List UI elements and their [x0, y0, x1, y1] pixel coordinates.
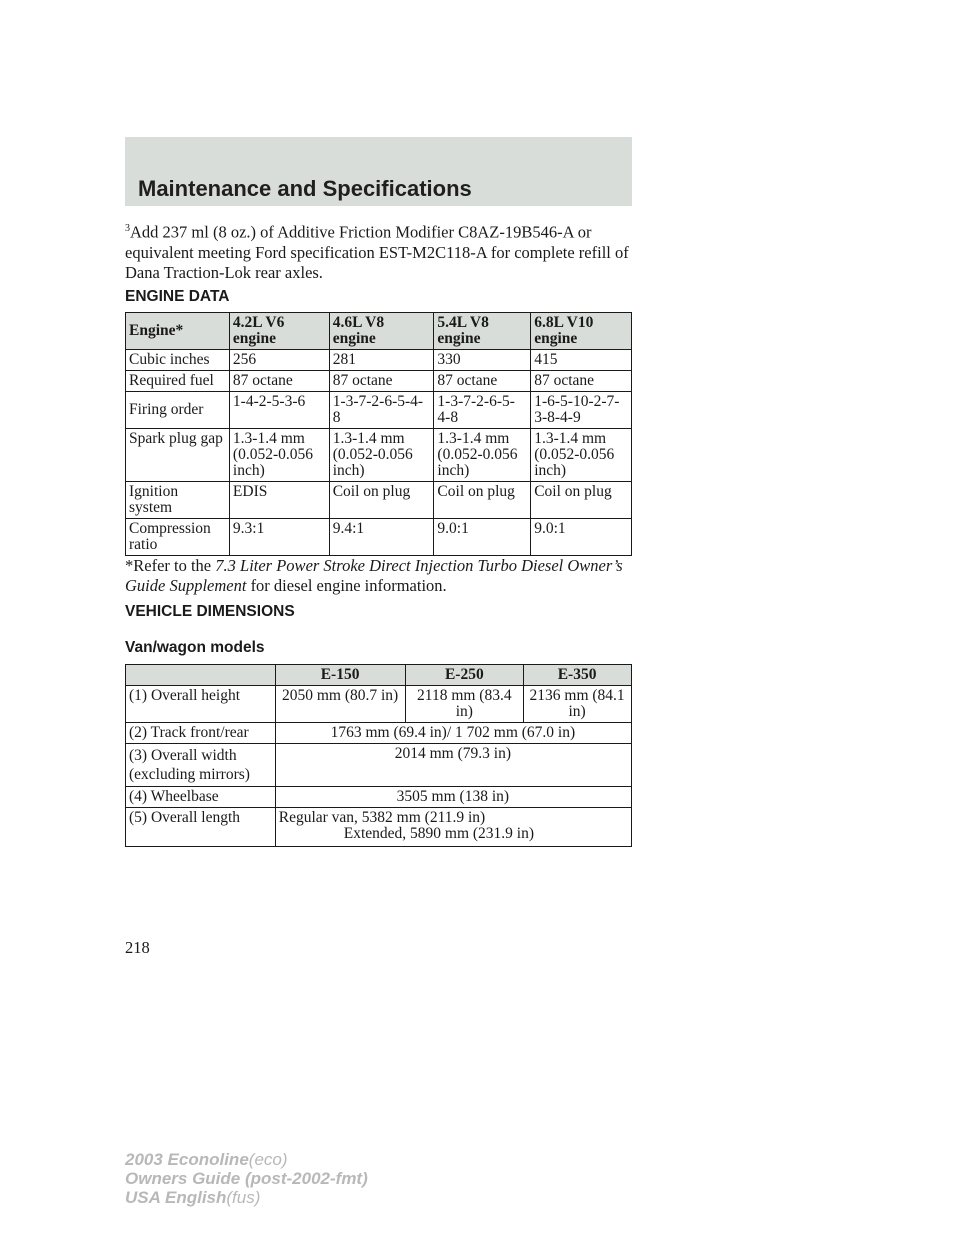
table-cell: 1763 mm (69.4 in)/ 1 702 mm (67.0 in)	[275, 723, 631, 744]
table-header-cell: 4.6L V8 engine	[329, 313, 434, 350]
table-cell: Coil on plug	[329, 482, 434, 519]
length-extended: Extended, 5890 mm (231.9 in)	[343, 825, 535, 842]
table-header-cell: 6.8L V10 engine	[531, 313, 632, 350]
table-row	[126, 686, 632, 723]
table-header-cell: E-250	[406, 665, 524, 686]
table-header-cell: 5.4L V8 engine	[434, 313, 531, 350]
table-cell: EDIS	[229, 482, 329, 519]
table-cell: 2014 mm (79.3 in)	[275, 744, 631, 787]
table-cell: (3) Overall width (excluding mirrors)	[126, 744, 276, 787]
table-cell: 9.0:1	[531, 519, 632, 556]
vehicle-dimensions-table	[125, 664, 632, 847]
length-regular: Regular van, 5382 mm (211.9 in)	[278, 809, 486, 826]
table-cell: Required fuel	[126, 371, 230, 392]
diesel-note	[125, 556, 635, 596]
table-cell: 9.4:1	[329, 519, 434, 556]
table-row	[126, 723, 632, 744]
section-title: Maintenance and Specifications	[138, 176, 472, 201]
engine-data-table	[125, 312, 632, 556]
table-cell: Compression ratio	[126, 519, 230, 556]
table-cell: (5) Overall length	[126, 808, 276, 847]
footer-model: 2003 Econoline	[125, 1150, 249, 1169]
diesel-note-title: 7.3 Liter Power Stroke Direct Injection Turbo Diesel Owner’s Guide Supplement	[125, 556, 623, 595]
table-cell: 87 octane	[229, 371, 329, 392]
table-header-cell: Engine*	[126, 313, 230, 350]
table-header-row	[126, 313, 632, 350]
table-cell: 1.3-1.4 mm (0.052-0.056 inch)	[229, 429, 329, 482]
table-cell: 1-6-5-10-2-7-3-8-4-9	[531, 392, 632, 429]
table-cell: 1-3-7-2-6-5-4-8	[329, 392, 434, 429]
table-cell: 1-3-7-2-6-5-4-8	[434, 392, 531, 429]
table-cell: Spark plug gap	[126, 429, 230, 482]
diesel-note-suffix: for diesel engine information.	[246, 576, 447, 595]
table-cell: Firing order	[126, 392, 230, 429]
vehicle-dimensions-heading: VEHICLE DIMENSIONS	[125, 603, 295, 620]
table-cell: 9.3:1	[229, 519, 329, 556]
footer-language: USA English	[125, 1188, 227, 1207]
table-row	[126, 429, 632, 482]
page-number: 218	[125, 938, 150, 957]
diesel-note-prefix: *Refer to the	[125, 556, 216, 575]
engine-data-heading: ENGINE DATA	[125, 288, 230, 305]
table-cell: 1.3-1.4 mm (0.052-0.056 inch)	[531, 429, 632, 482]
table-row	[126, 482, 632, 519]
table-header-cell	[126, 665, 276, 686]
table-cell: 87 octane	[434, 371, 531, 392]
table-cell: Cubic inches	[126, 350, 230, 371]
table-cell: 330	[434, 350, 531, 371]
table-cell: 256	[229, 350, 329, 371]
table-cell: (2) Track front/rear	[126, 723, 276, 744]
footnote-marker: 3	[125, 223, 130, 234]
table-row	[126, 744, 632, 787]
table-cell: (4) Wheelbase	[126, 787, 276, 808]
footer-model-code: (eco)	[248, 1150, 288, 1169]
table-cell: 281	[329, 350, 434, 371]
table-header-cell: E-150	[275, 665, 406, 686]
table-row	[126, 350, 632, 371]
table-cell: Coil on plug	[531, 482, 632, 519]
table-cell: Coil on plug	[434, 482, 531, 519]
footer-line-1	[125, 1150, 368, 1169]
table-header-cell: E-350	[524, 665, 632, 686]
table-cell: 2050 mm (80.7 in)	[275, 686, 406, 723]
table-row	[126, 787, 632, 808]
table-header-row	[126, 665, 632, 686]
table-row	[126, 371, 632, 392]
table-row	[126, 519, 632, 556]
table-cell: Ignition system	[126, 482, 230, 519]
table-cell: 3505 mm (138 in)	[275, 787, 631, 808]
table-header-cell: 4.2L V6 engine	[229, 313, 329, 350]
table-cell: 87 octane	[531, 371, 632, 392]
table-row	[126, 392, 632, 429]
table-cell	[275, 808, 631, 847]
table-cell: 87 octane	[329, 371, 434, 392]
footer-line-2	[125, 1169, 368, 1188]
footer-language-code: (fus)	[226, 1188, 261, 1207]
table-cell: 415	[531, 350, 632, 371]
van-wagon-subheading: Van/wagon models	[125, 639, 265, 656]
table-row	[126, 808, 632, 847]
table-cell: 1.3-1.4 mm (0.052-0.056 inch)	[329, 429, 434, 482]
document-footer	[125, 1150, 368, 1207]
footer-line-3	[125, 1188, 368, 1207]
footer-guide: Owners Guide (post-2002-fmt)	[125, 1169, 368, 1188]
table-cell: 1-4-2-5-3-6	[229, 392, 329, 429]
footnote	[125, 219, 635, 283]
table-cell: 2118 mm (83.4 in)	[406, 686, 524, 723]
footnote-text: Add 237 ml (8 oz.) of Additive Friction Modifier C8AZ-19B546-A or equivalent meeting Ford specification EST-M2C118-A for complete refill of Dana Traction-Lok rear axles.	[125, 222, 629, 282]
table-cell: 9.0:1	[434, 519, 531, 556]
table-cell: 1.3-1.4 mm (0.052-0.056 inch)	[434, 429, 531, 482]
table-cell: 2136 mm (84.1 in)	[524, 686, 632, 723]
table-cell: (1) Overall height	[126, 686, 276, 723]
